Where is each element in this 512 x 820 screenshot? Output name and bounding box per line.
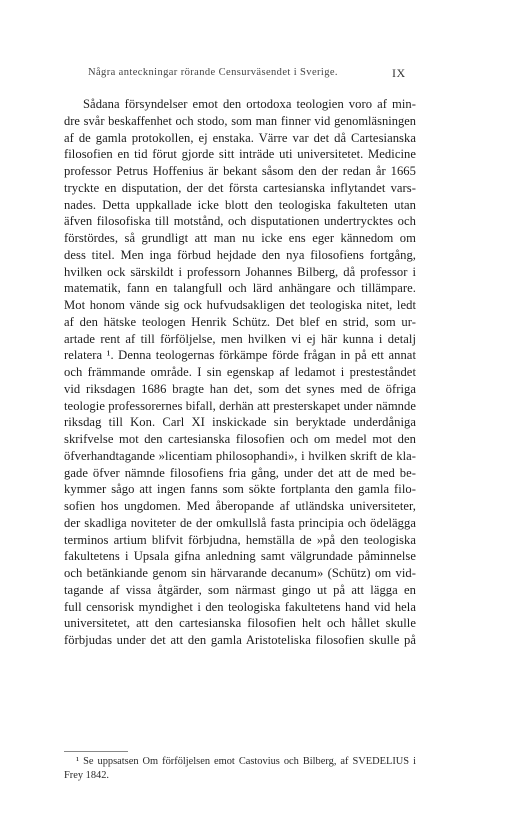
text-line: matematik, fann en talangfull och lärd anhängare och tillämpare. [64, 281, 416, 296]
text-line: fakultetens i Upsala gifna anledning samt välgrundade påminnelse [64, 549, 416, 564]
text-line: och främmande område. I sin egenskap af ledamot i presteståndet [64, 365, 416, 379]
body-text [64, 96, 416, 649]
text-line: öfverhandtagande »licentiam philosophandi», i hvilken skrift de kla- [64, 448, 416, 463]
text-line: dre svår beskaffenhet och stodo, som man finner vid genomläsningen [64, 113, 416, 128]
text-line: hvilken ock särskildt i professorn Johannes Bilberg, då professor i [64, 264, 416, 279]
text-line: af de gamla protokollen, ej enstaka. Värre var det då Cartesianska [64, 130, 416, 145]
footnotes [64, 755, 416, 782]
running-head: Några anteckningar rörande Censurväsendet i Sverige. [88, 67, 338, 78]
text-line: vid riksdagen 1686 bragte han det, som det synes med de öfriga [64, 381, 416, 396]
text-line: skrifvelse mot den cartesianska filosofien och om medel mot den [64, 432, 416, 446]
text-line: full censorisk myndighet i den teologiska fakultetens hand vid hela [64, 599, 416, 614]
text-line: terminos artium blifvit förbjudna, hemställa de »på den teologiska [64, 532, 416, 547]
text-line: teologie professorernes bifall, derhän att presterskapet under nämnde [64, 398, 416, 413]
text-line: kymmer sågo att ingen fanns som sökte fortplanta den gamla filo- [64, 482, 416, 497]
text-line: äfven filosofiska till motstånd, och disputationen undertrycktes och [64, 214, 416, 229]
text-line: universitetet, att den cartesianska filosofien helt och hållet skulle [64, 616, 416, 631]
text-line: af den hätske teologen Henrik Schütz. Det blef en strid, som ur- [64, 314, 416, 329]
page-number: IX [392, 66, 406, 80]
footnote-divider [64, 751, 128, 752]
text-line: förbjudas under det att den gamla Aristoteliska filosofien skulle på [64, 633, 416, 647]
text-line: gade öfver nämnde filosofiens fria gång, under det att de med be- [64, 465, 416, 480]
text-line: filosofien en tid förut gjorde sitt inträde uti universitetet. Medicine [64, 147, 416, 162]
text-line: Sådana försyndelser emot den ortodoxa teologien voro af min- [83, 97, 416, 111]
text-line: tryckte en disputation, der det första cartesianska inflytandet vars- [64, 180, 416, 195]
text-line: riksdag till Kon. Carl XI inskickade sin beryktade underdåniga [64, 415, 416, 430]
text-line: der skadliga noviteter de der omkullslå fasta principia och ödelägga [64, 515, 416, 530]
text-line: dess titel. Men inga förbud hejdade den nya filosofiens fortgång, [64, 247, 416, 262]
text-line: artade rent af till förföljelse, men hvilken vi ej här kunna i detalj [64, 331, 416, 346]
text-line: och betänkiande genom sin härvarande decanum» (Schütz) om vid- [64, 566, 416, 580]
text-line: sofien hos ungdomen. Med åberopande af utländska universiteter, [64, 499, 416, 513]
footnote-line: Frey 1842. [64, 769, 110, 781]
text-line: tagande af vissa åtgärder, som närmast gingo ut på att lägga en [64, 582, 416, 597]
text-line: nades. Detta uppkallade icke blott den teologiska fakulteten utan [64, 197, 416, 212]
text-line: relatera ¹. Denna teologernas förkämpe förde frågan in på ett annat [64, 348, 416, 363]
text-line: professor Petrus Hoffenius är bekant såsom den der redan år 1665 [64, 164, 416, 178]
text-line: förstördes, så grundligt att man nu icke ens eger kännedom om [64, 231, 416, 245]
footnote-line: ¹ Se uppsatsen Om förföljelsen emot Castovius och Bilberg, af SVEDELIUS i [76, 756, 416, 767]
text-line: Mot honom vände sig ock hufvudsakligen det teologiska nitet, ledt [64, 298, 416, 312]
